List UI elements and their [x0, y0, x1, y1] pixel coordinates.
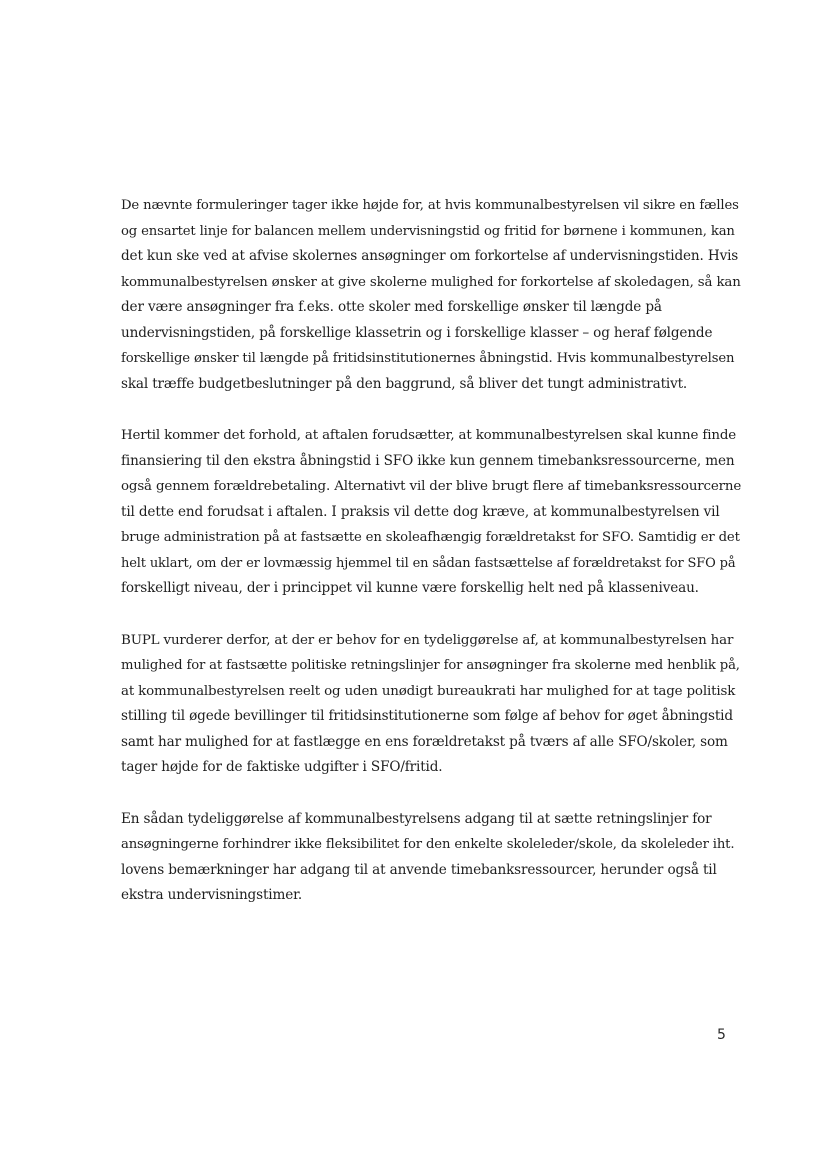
text-line: ekstra undervisningstimer.	[121, 887, 303, 903]
text-line: forskelligt niveau, der i princippet vil kunne være forskellig helt ned på klasseniveau.	[121, 580, 699, 596]
text-line: De nævnte formuleringer tager ikke højde for, at hvis kommunalbestyrelsen vil sikre en fælles	[121, 198, 739, 213]
text-line: BUPL vurderer derfor, at der er behov for en tydeliggørelse af, at kommunalbestyrelsen har	[121, 632, 734, 648]
paragraph-4	[121, 807, 741, 909]
text-line: mulighed for at fastsætte politiske retningslinjer for ansøgninger fra skolerne med henblik på,	[121, 658, 740, 673]
text-line: kommunalbestyrelsen ønsker at give skolerne mulighed for forkortelse af skoledagen, så kan	[121, 274, 741, 290]
text-line: bruge administration på at fastsætte en skoleafhængig forældretakst for SFO. Samtidig er det	[121, 530, 740, 545]
text-line: stilling til øgede bevillinger til fritidsinstitutionerne som følge af behov for øget åbningstid	[121, 708, 733, 724]
text-line: der være ansøgninger fra f.eks. otte skoler med forskellige ønsker til længde på	[121, 299, 662, 315]
text-line: finansiering til den ekstra åbningstid i SFO ikke kun gennem timebanksressourcerne, men	[121, 452, 735, 469]
text-line: til dette end forudsat i aftalen. I praksis vil dette dog kræve, at kommunalbestyrelsen vil	[121, 503, 720, 520]
text-line: skal træffe budgetbeslutninger på den baggrund, så bliver det tungt administrativt.	[121, 375, 688, 392]
text-line: ansøgningerne forhindrer ikke fleksibilitet for den enkelte skoleleder/skole, da skoleleder iht.	[121, 837, 735, 852]
text-line: Hertil kommer det forhold, at aftalen forudsætter, at kommunalbestyrelsen skal kunne finde	[121, 428, 737, 443]
text-line: tager højde for de faktiske udgifter i SFO/fritid.	[121, 759, 443, 775]
text-line: også gennem forældrebetaling. Alternativt vil der blive brugt flere af timebanksressourcerne	[121, 479, 742, 494]
text-line: at kommunalbestyrelsen reelt og uden unødigt bureaukrati har mulighed for at tage politisk	[121, 683, 736, 699]
page-number: 5	[717, 1027, 726, 1043]
paragraph-1	[121, 193, 741, 397]
body-text	[121, 193, 741, 935]
paragraph-3	[121, 628, 741, 781]
text-line: undervisningstiden, på forskellige klassetrin og i forskellige klasser – og heraf følgende	[121, 324, 713, 341]
text-line: lovens bemærkninger har adgang til at anvende timebanksressourcer, herunder også til	[121, 861, 717, 878]
text-line: samt har mulighed for at fastlægge en ens forældretakst på tværs af alle SFO/skoler, som	[121, 733, 728, 750]
text-line: og ensartet linje for balancen mellem undervisningstid og fritid for børnene i kommunen, kan	[121, 223, 735, 239]
text-line: forskellige ønsker til længde på fritidsinstitutionernes åbningstid. Hvis kommunalbestyrelsen	[121, 351, 735, 366]
text-line: En sådan tydeliggørelse af kommunalbestyrelsens adgang til at sætte retningslinjer for	[121, 810, 712, 827]
paragraph-2	[121, 423, 741, 602]
text-line: det kun ske ved at afvise skolernes ansøgninger om forkortelse af undervisningstiden. Hvis	[121, 248, 739, 264]
text-line: helt uklart, om der er lovmæssig hjemmel til en sådan fastsættelse af forældretakst for SFO på	[121, 555, 736, 571]
